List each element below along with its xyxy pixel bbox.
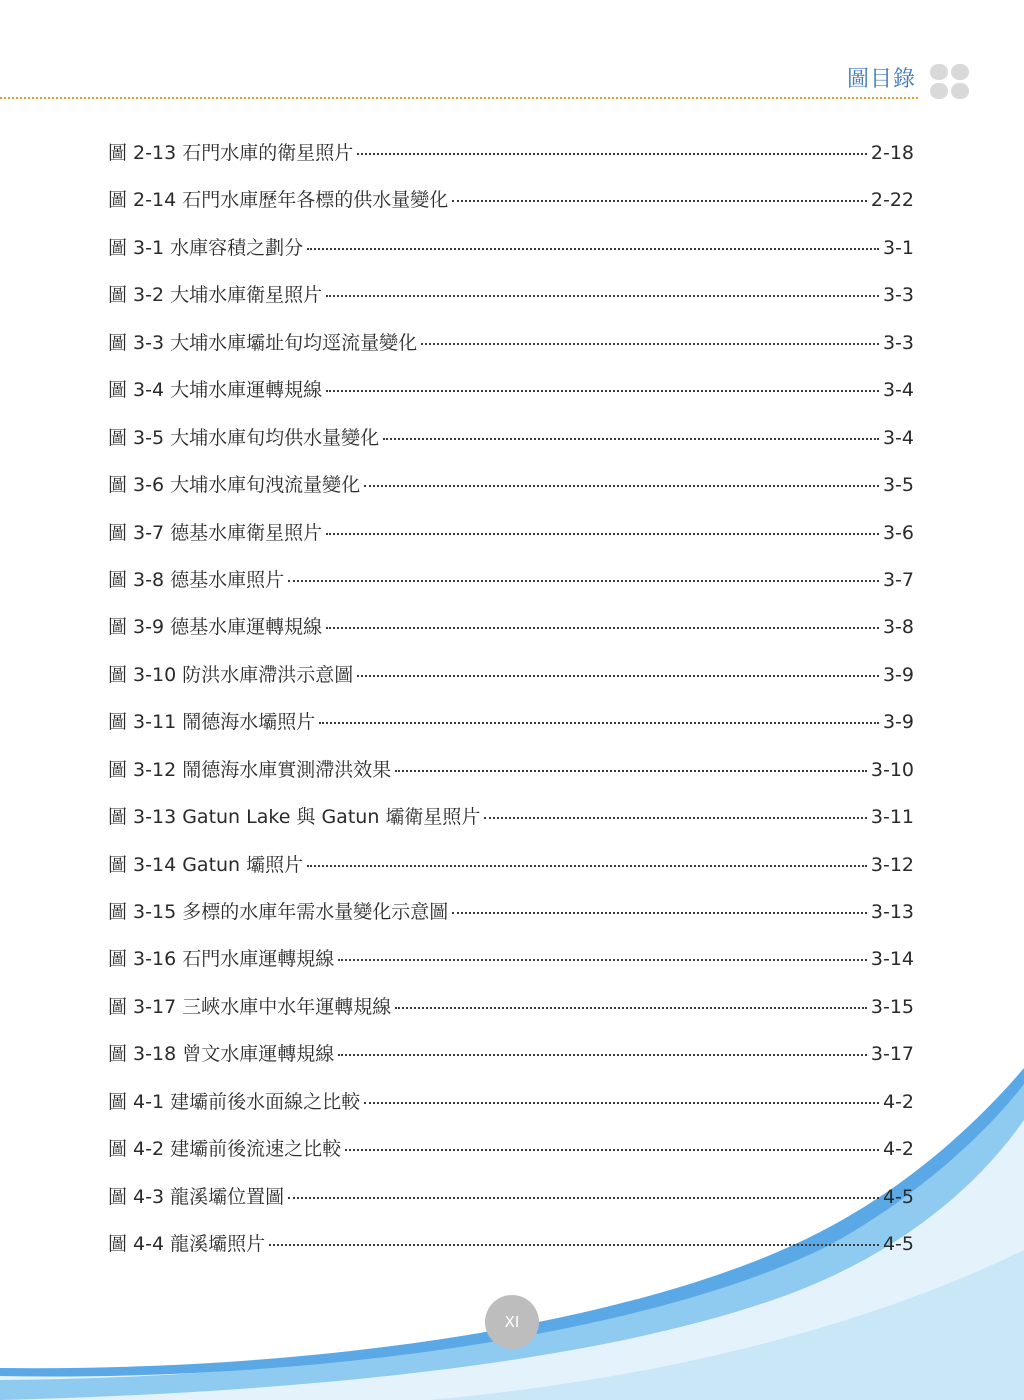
toc-entry[interactable] — [108, 233, 914, 280]
toc-entry-page: 3-8 — [882, 616, 914, 639]
toc-entry-page: 3-5 — [882, 474, 914, 497]
toc-entry-title: 圖 3-16 石門水庫運轉規線 — [108, 948, 335, 971]
toc-leader-dots — [326, 294, 879, 297]
toc-entry[interactable] — [108, 850, 914, 897]
figure-list — [108, 138, 914, 1277]
toc-entry-page: 3-1 — [882, 236, 914, 259]
toc-entry-page: 3-17 — [870, 1043, 914, 1066]
toc-leader-dots — [364, 484, 879, 487]
page-number-badge: XI — [485, 1295, 539, 1349]
toc-entry-page: 3-7 — [882, 568, 914, 591]
toc-entry-title: 圖 3-7 德基水庫衛星照片 — [108, 521, 323, 544]
toc-leader-dots — [484, 816, 866, 819]
toc-leader-dots — [364, 1101, 879, 1104]
toc-entry-page: 4-5 — [882, 1185, 914, 1208]
toc-leader-dots — [326, 389, 879, 392]
toc-entry-page: 4-2 — [882, 1138, 914, 1161]
toc-entry[interactable] — [108, 565, 914, 612]
toc-entry-title: 圖 4-1 建壩前後水面線之比較 — [108, 1090, 361, 1113]
toc-leader-dots — [395, 769, 867, 772]
toc-entry[interactable] — [108, 1182, 914, 1229]
toc-entry-title: 圖 3-6 大埔水庫旬洩流量變化 — [108, 474, 361, 497]
toc-entry-title: 圖 3-12 鬧德海水庫實測滯洪效果 — [108, 758, 392, 781]
toc-entry-page: 2-22 — [870, 189, 914, 212]
toc-leader-dots — [357, 674, 879, 677]
toc-entry[interactable] — [108, 897, 914, 944]
toc-leader-dots — [383, 437, 879, 440]
toc-leader-dots — [357, 152, 867, 155]
toc-entry-page: 3-15 — [870, 995, 914, 1018]
toc-entry-title: 圖 4-4 龍溪壩照片 — [108, 1233, 266, 1256]
toc-entry[interactable] — [108, 185, 914, 232]
toc-entry-page: 3-3 — [882, 331, 914, 354]
toc-entry[interactable] — [108, 707, 914, 754]
toc-entry-title: 圖 3-1 水庫容積之劃分 — [108, 236, 304, 259]
toc-entry-page: 2-18 — [870, 142, 914, 164]
toc-leader-dots — [338, 958, 867, 961]
toc-entry-page: 4-2 — [882, 1090, 914, 1113]
toc-entry[interactable] — [108, 992, 914, 1039]
toc-leader-dots — [421, 342, 879, 345]
toc-leader-dots — [288, 579, 879, 582]
toc-leader-dots — [288, 1196, 879, 1199]
toc-entry-page: 3-12 — [870, 853, 914, 876]
toc-entry[interactable] — [108, 280, 914, 327]
toc-entry-page: 3-9 — [882, 711, 914, 734]
toc-entry-page: 3-11 — [870, 806, 914, 829]
toc-entry-page: 3-13 — [870, 901, 914, 923]
toc-entry-title: 圖 3-3 大埔水庫壩址旬均逕流量變化 — [108, 331, 418, 354]
toc-entry[interactable] — [108, 612, 914, 659]
toc-leader-dots — [307, 864, 867, 867]
toc-entry-page: 3-4 — [882, 426, 914, 449]
toc-leader-dots — [345, 1148, 879, 1151]
toc-entry[interactable] — [108, 802, 914, 849]
toc-entry[interactable] — [108, 375, 914, 422]
toc-entry-title: 圖 3-9 德基水庫運轉規線 — [108, 616, 323, 639]
toc-leader-dots — [452, 911, 867, 914]
toc-entry-title: 圖 3-10 防洪水庫滯洪示意圖 — [108, 663, 354, 686]
toc-entry-title: 圖 3-5 大埔水庫旬均供水量變化 — [108, 426, 380, 449]
toc-entry-page: 3-9 — [882, 663, 914, 686]
toc-leader-dots — [395, 1006, 867, 1009]
toc-leader-dots — [319, 721, 879, 724]
toc-entry[interactable] — [108, 1087, 914, 1134]
toc-entry[interactable] — [108, 1134, 914, 1181]
toc-entry[interactable] — [108, 944, 914, 991]
toc-entry-title: 圖 3-18 曾文水庫運轉規線 — [108, 1043, 335, 1066]
toc-entry[interactable] — [108, 138, 914, 185]
toc-entry-title: 圖 2-13 石門水庫的衛星照片 — [108, 142, 354, 164]
toc-entry[interactable] — [108, 423, 914, 470]
toc-entry-title: 圖 3-15 多標的水庫年需水量變化示意圖 — [108, 901, 449, 923]
toc-entry[interactable] — [108, 755, 914, 802]
toc-entry-page: 3-14 — [870, 948, 914, 971]
toc-entry-title: 圖 3-8 德基水庫照片 — [108, 568, 285, 591]
toc-entry-title: 圖 4-2 建壩前後流速之比較 — [108, 1138, 342, 1161]
toc-entry[interactable] — [108, 1229, 914, 1276]
toc-entry-page: 4-5 — [882, 1233, 914, 1256]
toc-entry-page: 3-10 — [870, 758, 914, 781]
toc-entry-title: 圖 3-4 大埔水庫運轉規線 — [108, 379, 323, 402]
toc-entry-title: 圖 3-17 三峽水庫中水年運轉規線 — [108, 995, 392, 1018]
toc-leader-dots — [452, 199, 867, 202]
toc-leader-dots — [307, 247, 879, 250]
toc-entry[interactable] — [108, 1039, 914, 1086]
toc-entry-page: 3-4 — [882, 379, 914, 402]
toc-entry-page: 3-6 — [882, 521, 914, 544]
toc-entry[interactable] — [108, 328, 914, 375]
toc-entry-title: 圖 2-14 石門水庫歷年各標的供水量變化 — [108, 189, 449, 212]
toc-leader-dots — [269, 1243, 879, 1246]
header-title: 圖目錄 — [846, 67, 916, 92]
toc-entry[interactable] — [108, 518, 914, 565]
toc-entry-title: 圖 3-14 Gatun 壩照片 — [108, 853, 304, 876]
toc-entry[interactable] — [108, 470, 914, 517]
toc-entry[interactable] — [108, 660, 914, 707]
toc-entry-title: 圖 4-3 龍溪壩位置圖 — [108, 1185, 285, 1208]
toc-entry-title: 圖 3-11 鬧德海水壩照片 — [108, 711, 316, 734]
toc-entry-title: 圖 3-13 Gatun Lake 與 Gatun 壩衛星照片 — [108, 806, 481, 829]
toc-leader-dots — [338, 1053, 867, 1056]
toc-entry-title: 圖 3-2 大埔水庫衛星照片 — [108, 284, 323, 307]
toc-leader-dots — [326, 626, 879, 629]
toc-leader-dots — [326, 532, 879, 535]
toc-entry-page: 3-3 — [882, 284, 914, 307]
